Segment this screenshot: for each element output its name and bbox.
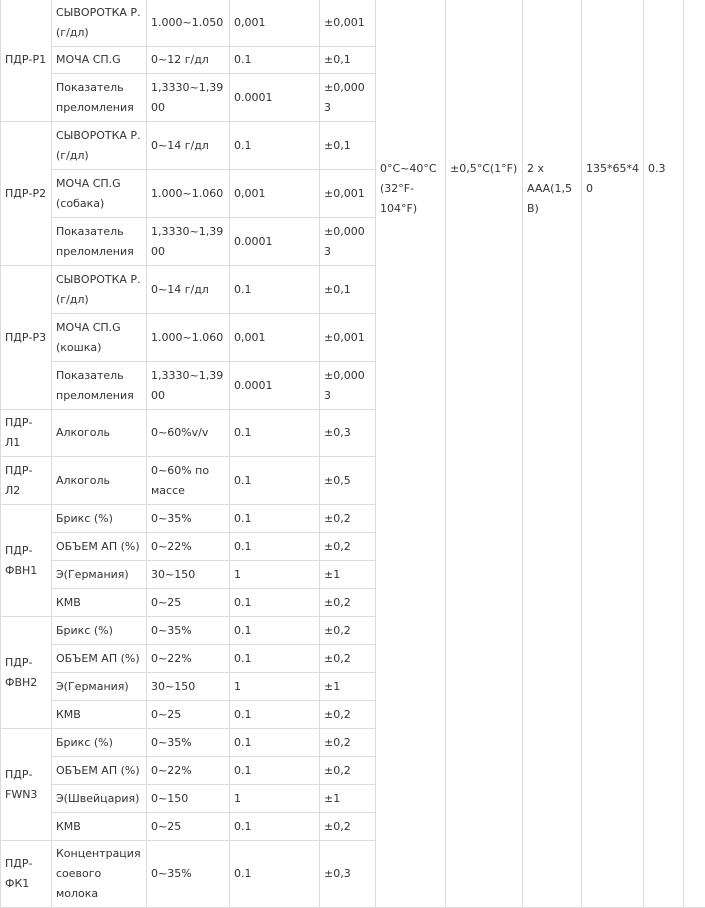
resolution-cell: 0.1: [230, 729, 320, 757]
spec-table-body: [1, 0, 705, 908]
range-cell: 0~22%: [147, 533, 230, 561]
accuracy-cell: ±0,0003: [320, 362, 376, 410]
resolution-cell: 0.1: [230, 47, 320, 74]
resolution-cell: 0.1: [230, 266, 320, 314]
resolution-cell: 0,001: [230, 314, 320, 362]
accuracy-cell: ±0,2: [320, 701, 376, 729]
accuracy-cell: ±1: [320, 561, 376, 589]
scale-cell: МОЧА СП.G (кошка): [52, 314, 147, 362]
scale-cell: КМВ: [52, 701, 147, 729]
resolution-cell: 0.0001: [230, 362, 320, 410]
range-cell: 0~25: [147, 589, 230, 617]
resolution-cell: 1: [230, 673, 320, 701]
resolution-cell: 0.0001: [230, 218, 320, 266]
accuracy-cell: ±0,001: [320, 0, 376, 47]
shared-accuracy-cell: ±0,5°C(1°F): [446, 0, 523, 908]
model-cell: ПДР-Р2: [1, 122, 52, 266]
scale-cell: Э(Германия): [52, 561, 147, 589]
resolution-cell: 0.1: [230, 505, 320, 533]
scale-cell: ОБЪЕМ АП (%): [52, 757, 147, 785]
range-cell: 1.000~1.060: [147, 314, 230, 362]
model-cell: ПДР-Л1: [1, 410, 52, 457]
accuracy-cell: ±0,2: [320, 813, 376, 841]
accuracy-cell: ±0,0003: [320, 218, 376, 266]
model-cell: ПДР-Р1: [1, 0, 52, 122]
scale-cell: СЫВОРОТКА Р. (г/дл): [52, 122, 147, 170]
accuracy-cell: ±0,3: [320, 841, 376, 908]
accuracy-cell: ±0,2: [320, 589, 376, 617]
range-cell: 0~150: [147, 785, 230, 813]
scale-cell: СЫВОРОТКА Р. (г/дл): [52, 266, 147, 314]
resolution-cell: 0.1: [230, 410, 320, 457]
model-cell: ПДР-ФК1: [1, 841, 52, 908]
range-cell: 30~150: [147, 673, 230, 701]
scale-cell: СЫВОРОТКА Р. (г/дл): [52, 0, 147, 47]
range-cell: 0~35%: [147, 729, 230, 757]
resolution-cell: 0.1: [230, 645, 320, 673]
shared-temperature-cell: 0°C~40°C (32°F-104°F): [376, 0, 446, 908]
model-cell: ПДР-Л2: [1, 457, 52, 505]
extra-cell-1: [684, 0, 705, 908]
scale-cell: Э(Швейцария): [52, 785, 147, 813]
resolution-cell: 1: [230, 561, 320, 589]
accuracy-cell: ±0,2: [320, 757, 376, 785]
range-cell: 0~12 г/дл: [147, 47, 230, 74]
resolution-cell: 0.1: [230, 533, 320, 561]
range-cell: 0~25: [147, 813, 230, 841]
scale-cell: ОБЪЕМ АП (%): [52, 645, 147, 673]
range-cell: 0~25: [147, 701, 230, 729]
resolution-cell: 0.1: [230, 701, 320, 729]
scale-cell: Показатель преломления: [52, 218, 147, 266]
scale-cell: ОБЪЕМ АП (%): [52, 533, 147, 561]
accuracy-cell: ±0,0003: [320, 74, 376, 122]
accuracy-cell: ±0,1: [320, 47, 376, 74]
accuracy-cell: ±0,1: [320, 266, 376, 314]
accuracy-cell: ±0,2: [320, 505, 376, 533]
resolution-cell: 0,001: [230, 170, 320, 218]
range-cell: 1,3330~1,3900: [147, 74, 230, 122]
range-cell: 0~60%v/v: [147, 410, 230, 457]
resolution-cell: 0.1: [230, 841, 320, 908]
range-cell: 0~14 г/дл: [147, 266, 230, 314]
scale-cell: Показатель преломления: [52, 74, 147, 122]
scale-cell: КМВ: [52, 813, 147, 841]
scale-cell: Э(Германия): [52, 673, 147, 701]
range-cell: 1.000~1.060: [147, 170, 230, 218]
range-cell: 1.000~1.050: [147, 0, 230, 47]
accuracy-cell: ±0,1: [320, 122, 376, 170]
resolution-cell: 0,001: [230, 0, 320, 47]
scale-cell: КМВ: [52, 589, 147, 617]
shared-power-cell: 2 x AAA(1,5 В): [523, 0, 582, 908]
model-cell: ПДР-ФВН2: [1, 617, 52, 729]
range-cell: 0~22%: [147, 757, 230, 785]
resolution-cell: 0.0001: [230, 74, 320, 122]
accuracy-cell: ±0,001: [320, 314, 376, 362]
accuracy-cell: ±0,2: [320, 617, 376, 645]
shared-size-cell: 135*65*40: [582, 0, 644, 908]
scale-cell: Показатель преломления: [52, 362, 147, 410]
range-cell: 1,3330~1,3900: [147, 218, 230, 266]
accuracy-cell: ±1: [320, 673, 376, 701]
scale-cell: МОЧА СП.G (собака): [52, 170, 147, 218]
range-cell: 1,3330~1,3900: [147, 362, 230, 410]
range-cell: 0~35%: [147, 505, 230, 533]
scale-cell: Концентрация соевого молока: [52, 841, 147, 908]
range-cell: 0~14 г/дл: [147, 122, 230, 170]
range-cell: 0~22%: [147, 645, 230, 673]
accuracy-cell: ±0,5: [320, 457, 376, 505]
range-cell: 0~60% по массе: [147, 457, 230, 505]
scale-cell: Брикс (%): [52, 617, 147, 645]
shared-weight-cell: 0.3: [644, 0, 684, 908]
accuracy-cell: ±0,2: [320, 729, 376, 757]
resolution-cell: 0.1: [230, 122, 320, 170]
resolution-cell: 0.1: [230, 617, 320, 645]
accuracy-cell: ±1: [320, 785, 376, 813]
resolution-cell: 0.1: [230, 589, 320, 617]
model-cell: ПДР-ФВН1: [1, 505, 52, 617]
range-cell: 0~35%: [147, 617, 230, 645]
accuracy-cell: ±0,001: [320, 170, 376, 218]
scale-cell: Брикс (%): [52, 505, 147, 533]
model-cell: ПДР-Р3: [1, 266, 52, 410]
model-cell: ПДР-FWN3: [1, 729, 52, 841]
resolution-cell: 0.1: [230, 757, 320, 785]
accuracy-cell: ±0,2: [320, 645, 376, 673]
accuracy-cell: ±0,2: [320, 533, 376, 561]
range-cell: 30~150: [147, 561, 230, 589]
scale-cell: Алкоголь: [52, 410, 147, 457]
resolution-cell: 0.1: [230, 457, 320, 505]
scale-cell: Алкоголь: [52, 457, 147, 505]
range-cell: 0~35%: [147, 841, 230, 908]
scale-cell: МОЧА СП.G: [52, 47, 147, 74]
scale-cell: Брикс (%): [52, 729, 147, 757]
table-row: [1, 0, 705, 47]
resolution-cell: 0.1: [230, 813, 320, 841]
resolution-cell: 1: [230, 785, 320, 813]
accuracy-cell: ±0,3: [320, 410, 376, 457]
